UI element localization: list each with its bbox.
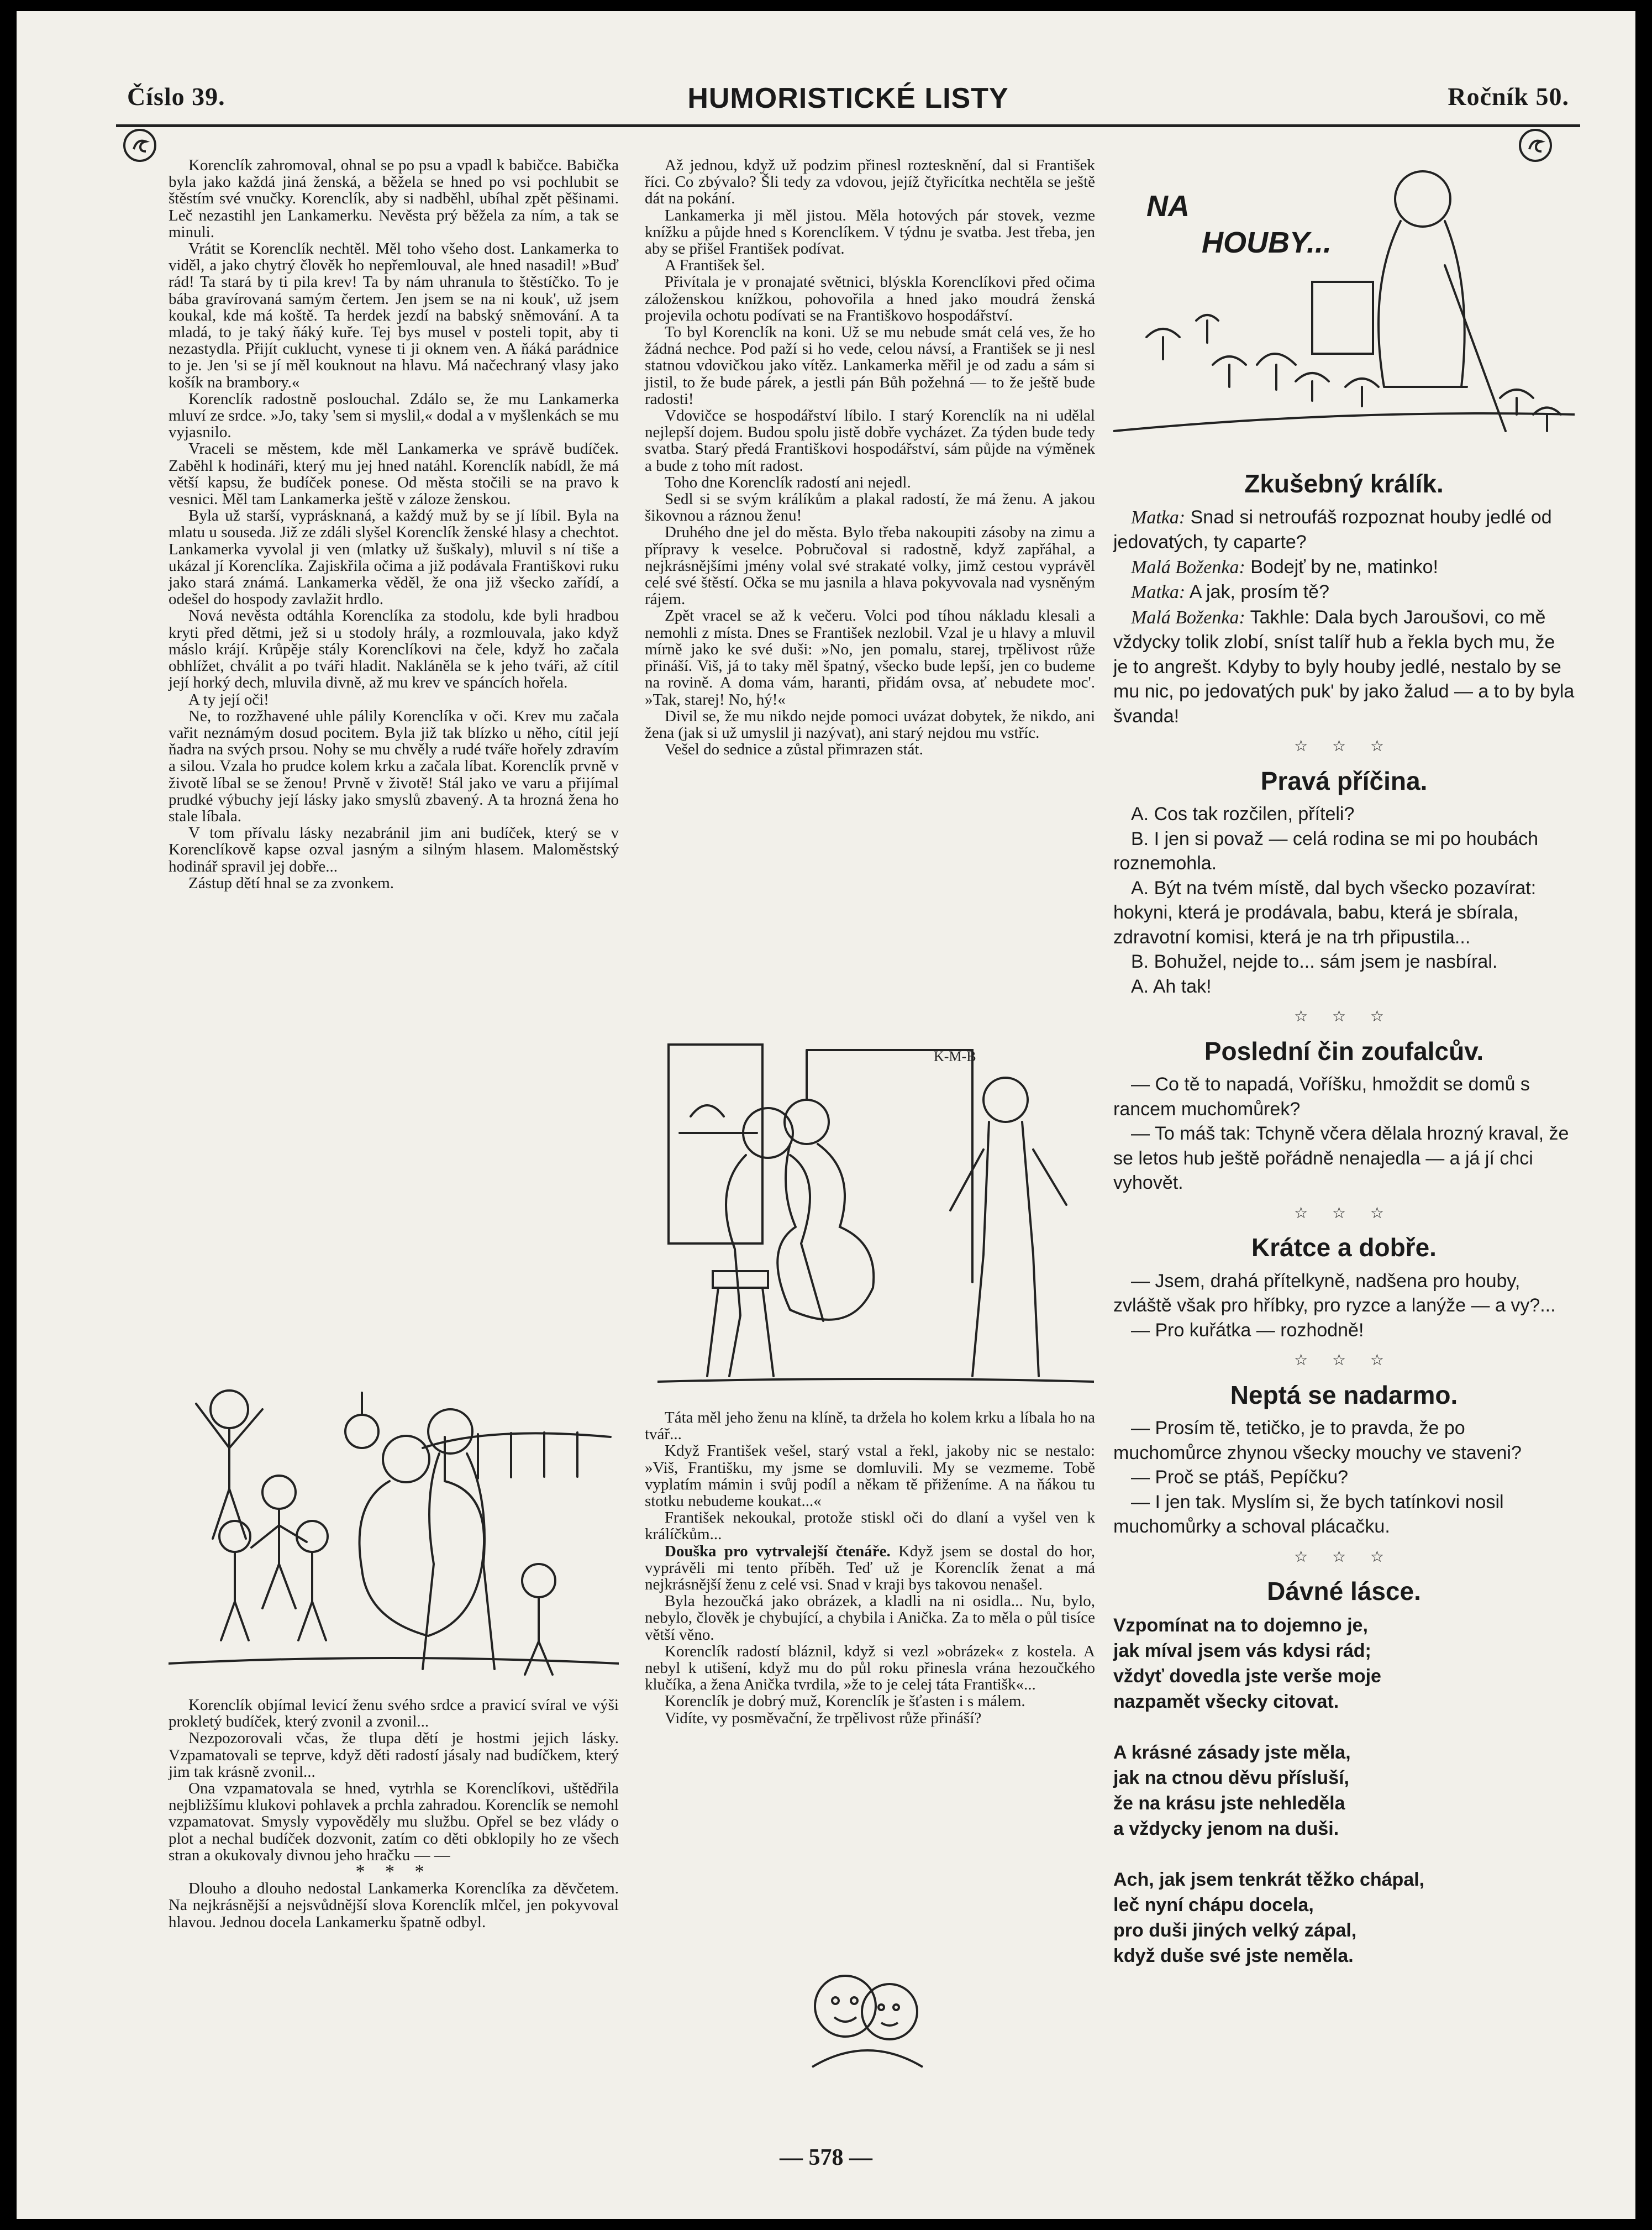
page-number: — 578 —	[780, 2145, 872, 2170]
dialogue-line: Snad si netroufáš rozpoznat houby jedlé od jedovatých, ty caparte?	[1113, 506, 1552, 553]
ornament-icon	[122, 127, 158, 164]
dialogue-line: A. Cos tak rozčilen, příteli?	[1131, 804, 1355, 825]
poem-line	[1113, 1841, 1575, 1867]
dialogue-line: — Prosím tě, tetičko, je to pravda, že po muchomůrce zhynou všecky mouchy ve staveni?	[1113, 1418, 1522, 1463]
separator-stars: ☆ ☆ ☆	[1294, 1008, 1394, 1025]
paragraph: Vrátit se Korenclík nechtěl. Měl toho všeho dost. Lankamerka to viděl, a jako chytrý člověk ho nepřemlouval, ale hned nasadil! »Buď rád! Ta stará by ti pila krev! Ta by nám uhranula to štěstíčko. To je bába gravírovaná samým čertem. Jen jsem se na ni kouk', už jsem koukal, kde má koště. Ta herdek jezdí na babský sněmování. A ta mladá, to je taký ňáký kuře. Tej bys musel v posteli topit, aby ti nezastydla. Přijít cuklucht, vynese ti ji oknem ven. A ňáká parádnice to je. Jen 'si se jí měl kouknout na hlavu. Má načechraný vlasy jako košík na brambory.«	[169, 240, 619, 391]
paragraph: Korenclík radostí bláznil, když si vezl »obrázek« z kostela. A nebyl k utišení, když mu do půl roku přinesla vrána hezoučkého klučíka, a žena Anička tvrdila, »že to je celej táta Františk«...	[645, 1642, 1095, 1694]
dialogue-line: Bodejť by ne, matinko!	[1245, 556, 1438, 578]
postscript-heading: Douška pro vytrvalejší čtenáře.	[665, 1542, 891, 1560]
poem-line: Ach, jak jsem tenkrát těžko chápal,	[1113, 1869, 1425, 1890]
dialogue-line: B. Bohužel, nejde to... sám jsem je nasbíral.	[1131, 951, 1498, 972]
column-1	[169, 157, 619, 891]
dialogue-line: — Pro kuřátka — rozhodně!	[1131, 1319, 1364, 1341]
paragraph: Lankamerka ji měl jistou. Měla hotových pár stovek, vezme knížku a půjde hned s Korenclíkem. V týdnu je svatba. Jest třeba, jen aby se přišel František podívat.	[645, 206, 1095, 258]
poem-line: jak míval jsem vás kdysi rád;	[1113, 1640, 1371, 1661]
section-title: Zkušebný králík.	[1244, 469, 1444, 498]
poem-line: pro duši jiných velký zápal,	[1113, 1919, 1357, 1941]
paragraph	[645, 1543, 1095, 1593]
column-2	[645, 157, 1095, 758]
paragraph: Zástup dětí hnal se za zvonkem.	[188, 874, 394, 892]
paragraph: Nezpozorovali včas, že tlupa dětí je hostmi jejich lásky. Vzpamatovali se teprve, když děti radostí jásaly nad budíčkem, který jim tak krásně zvonil...	[169, 1729, 619, 1781]
paragraph: Byla už starší, vyprásknaná, a každý muž by se jí líbil. Byla na mlatu u souseda. Již ze zdáli slyšel Korenclík ženské hlasy a chechtot. Lankamerka vyvolal ji ven (mlatky už šuškaly), mluvil s ní tiše a ukázal jí Korenclíka. Zajiskřila očima a již podávala Františkovi ruku jako stará známá. Lankamerka věděl, že ona již všecko zařídí, a odešel do hospody zavlažit hrdlo.	[169, 507, 619, 608]
dialogue-line: B. I jen si považ — celá rodina se mi po houbách roznemohla.	[1113, 828, 1539, 874]
paragraph: Táta měl jeho ženu na klíně, ta držela ho kolem krku a líbala ho na tvář...	[645, 1409, 1095, 1444]
dialogue-line: — Jsem, drahá přítelkyně, nadšena pro houby, zvláště však pro hříbky, pro ryzce a lanýže — a vy?...	[1113, 1270, 1556, 1316]
illustration-caption-line-1: NA	[1146, 190, 1190, 223]
poem-line	[1113, 1714, 1575, 1740]
poem-line: když duše své jste neměla.	[1113, 1945, 1354, 1966]
illustration-children-and-couple	[169, 1354, 619, 1686]
poem-line: jak na ctnou děvu přísluší,	[1113, 1767, 1349, 1788]
paragraph: Ne, to rozžhavené uhle pálily Korenclíka v oči. Krev mu začala vařit neznámým dosud pocitem. Byla již tak blízko u něho, cítil její ňadra na svých prsou. Nohy se mu chvěly a rudé tváře hořely zdravím a silou. Vzala ho prudce kolem krku a začala líbat. Korenclík prvně v životě líbal se se ženou! Prvně v životě! Stál jako ve varu a přijímal prudké výbuchy její lásky jako smyslů zbavený. A ta hrozná žena ho stale líbala.	[169, 707, 619, 825]
speaker-label: Malá Boženka:	[1131, 557, 1245, 578]
speaker-label: Malá Boženka:	[1131, 607, 1245, 628]
paragraph: Korenclík zahromoval, ohnal se po psu a vpadl k babičce. Babička byla jako každá jiná ženská, a běžela se hned po vsi pochlubit se štěstím své vnučky. Korenclík, aby si nadběhl, ubíhal zpět pěšinami. Leč nezastihl jen Lankamerku. Nevěsta prý běžela za ním, a tak se minuli.	[169, 156, 619, 241]
paragraph: A František šel.	[665, 256, 765, 275]
paragraph: František nekoukal, protože stiskl oči do dlaní a vyšel ven k králíčkům...	[645, 1509, 1095, 1544]
volume-number: Ročník 50.	[1448, 82, 1569, 111]
paragraph: Korenclík objímal levicí ženu svého srdce a pravicí svíral ve výši prokletý budíček, který zvonil a zvonil...	[169, 1696, 619, 1731]
paragraph: V tom přívalu lásky nezabránil jim ani budíček, který se v Korenclíkově kapse ozval jasným a silným hlasem. Maloměstský hodinář spravil jej dobře...	[169, 824, 619, 875]
paragraph: Druhého dne jel do města. Bylo třeba nakoupiti zásoby na zimu a přípravy k veselce. Pobručoval si radostně, když zapřáhal, a nejkrásnějšími jmény volal své strakaté volky, jimž cestou vyprávěl celé své štěstí. Očka se mu jasnila a hlava pokyvovala nad vysněným rájem.	[645, 523, 1095, 608]
dialogue-line: A jak, prosím tě?	[1185, 581, 1329, 602]
section-title: Dávné lásce.	[1267, 1577, 1421, 1605]
dialogue-line: — To máš tak: Tchyně včera dělala hrozný kraval, že se letos hub ještě pořádně nenajedla — a já jí chci vyhovět.	[1113, 1123, 1569, 1193]
section-title: Krátce a dobře.	[1251, 1233, 1437, 1262]
separator-stars: ☆ ☆ ☆	[1294, 1204, 1394, 1221]
separator-stars: ☆ ☆ ☆	[1294, 737, 1394, 754]
illustration-room-scene	[657, 1039, 1094, 1404]
paragraph: Vešel do sednice a zůstal přimrazen stát.	[665, 741, 923, 759]
separator-stars: ☆ ☆ ☆	[1294, 1351, 1394, 1368]
paragraph: Nová nevěsta odtáhla Korenclíka za stodolu, kde byli hradbou kryti před dětmi, jež si u stodoly hrály, a rozmlouvala, jako když máslo krájí. Krůpěje stály Korenclíkovi na čele, když ho začala obhlížet, chválit a po tváři hladit. Nakláněla se k jeho tváři, až cítil její horký dech, mluvila divně, až mu krev ve spáncích hořela.	[169, 607, 619, 692]
paragraph: Toho dne Korenclík radostí ani nejedl.	[665, 473, 911, 491]
masthead-title: HUMORISTICKÉ LISTY	[687, 82, 1009, 114]
paragraph: Vdovičce se hospodářství líbilo. I starý Korenclík na ni udělal nejlepší dojem. Budou spolu jistě dobře vycházet. Za týden bude tedy svatba. Starý předá Františkovi hospodářství, sám půjde na výměnek a bude z toho mít radost.	[645, 407, 1095, 475]
poem-line: leč nyní chápu docela,	[1113, 1894, 1314, 1916]
issue-number: Číslo 39.	[127, 82, 225, 111]
paragraph: Přivítala je v pronajaté světnici, blýskla Korenclíkovi před očima záloženskou knížkou, pohovořila a hned jako moudrá ženská projevila ochotu podívati se na Františkovo hospodářství.	[645, 273, 1095, 324]
speaker-label: Matka:	[1131, 507, 1186, 528]
paragraph: Korenclík je dobrý muž, Korenclík je šťasten i s málem.	[665, 1692, 1025, 1710]
dialogue-line: Takhle: Dala bych Jaroušovi, co mě vždycky tolik zlobí, sníst talíř hub a řekla bych mu, že je to angrešt. Kdyby to byly houby jedlé, nestalo by se mu nic, po jedovatých puk' by jako žalud — a to by byla švanda!	[1113, 606, 1575, 727]
newspaper-page	[17, 11, 1635, 2219]
dialogue-line: — I jen tak. Myslím si, že bych tatínkovi nosil muchomůrky a schoval plácačku.	[1113, 1491, 1504, 1537]
column-3	[1113, 461, 1575, 1969]
section-title: Poslední čin zoufalcův.	[1204, 1036, 1484, 1066]
separator-stars: ☆ ☆ ☆	[1294, 1547, 1394, 1565]
dialogue-line: — Proč se ptáš, Pepíčku?	[1131, 1467, 1349, 1488]
paragraph: Divil se, že mu nikdo nejde pomoci uvázat dobytek, že nikdo, ani žena (jak si už umyslil ji nazývat), ani starý nejdou mu vstříc.	[645, 707, 1095, 742]
poem-line: A krásné zásady jste měla,	[1113, 1741, 1351, 1763]
paragraph: Vidíte, vy posměvační, že trpělivost růže přináší?	[665, 1709, 982, 1727]
poem-line: vždyť dovedla jste verše moje	[1113, 1665, 1381, 1687]
header-rule	[116, 124, 1580, 127]
speaker-label: Matka:	[1131, 582, 1186, 602]
illustration-signature: K-M-B	[934, 1048, 976, 1064]
illustration-caption-line-2: HOUBY...	[1202, 226, 1332, 259]
paragraph: Korenclík radostně poslouchal. Zdálo se, že mu Lankamerka mluví ze srdce. »Jo, taky 'sem si myslil,« dodal a v myšlenkách se mu vyjasnilo.	[169, 390, 619, 442]
paragraph: Dlouho a dlouho nedostal Lankamerka Korenclíka za děvčetem. Na nejkrásnější a nejsvůdnější slova Korenclík mlčel, jen pokyvoval hlavou. Jednou docela Lankamerku špatně odbyl.	[169, 1880, 619, 1931]
paragraph: Zpět vracel se až k večeru. Volci pod tíhou nákladu klesali a nemohli z místa. Dnes se František nezlobil. Vzal je u hlavy a mluvil mírně jako ke své duši: »No, jen pomalu, starej, trpělivost růže přináší. Viš, já to taky měl špatný, všecko bude lepší, jen co budeme na rovině. A doma vám, haranti, přidám ovsa, ať nebudete moc'. »Tak, starej! No, hý!«	[645, 607, 1095, 709]
paragraph: Vraceli se městem, kde měl Lankamerka ve správě budíček. Zaběhl k hodináři, který mu jej hned natáhl. Korenclík nabídl, že má větší kapsu, že budíček ponese. Od města stočili se na pravo k vesnici. Měl tam Lankamerka ještě v záloze ženskou.	[169, 440, 619, 508]
paragraph: Ona vzpamatovala se hned, vytrhla se Korenclíkovi, uštědřila nejbližšímu klukovi pohlavek a prchla zahradou. Korenclík se nemohl vzpamatovat. Smysly vypověděly mu službu. Opřel se bez vlády o plot a nechal budíček dozvonit, zatím co děti obklopily ho ze všech stran a okukovaly divnou jeho hračku — —	[169, 1780, 619, 1864]
poem-line: Vzpomínat na to dojemno je,	[1113, 1614, 1368, 1636]
section-title: Pravá příčina.	[1260, 766, 1428, 795]
dialogue-line: A. Být na tvém místě, dal bych všecko pozavírat: hokyni, která je prodávala, babu, která je sbírala, zdravotní komisi, která je na trh připustila...	[1113, 877, 1537, 948]
column-2-continued	[645, 1409, 1095, 1727]
poem-line: a vždycky jenom na duši.	[1113, 1818, 1339, 1839]
dialogue-line: A. Ah tak!	[1131, 975, 1212, 997]
postscript-text: Když jsem se dostal do hor, vyprávěli mi tento příběh. Teď už je Korenclík ženat a má nejkrásnější ženu z celé vsi. Snad v kraji bys takovou nenašel.	[645, 1542, 1095, 1594]
dialogue-line: — Co tě to napadá, Voříšku, hmoždit se domů s rancem muchomůrek?	[1113, 1074, 1530, 1120]
poem	[1113, 1613, 1575, 1969]
poem-line: že na krásu jste nehleděla	[1113, 1792, 1345, 1814]
paragraph: A ty její oči!	[188, 690, 269, 709]
paragraph: To byl Korenclík na koni. Už se mu nebude smát celá ves, že ho žádná nechce. Pod paží si ho vede, celou návsí, a František se ji nesl statnou vdovičkou jako vítěz. Lankamerka měřil je od zadu a sám si jistil, to že bude párek, a jestli pán Bůh požehná — to že ještě bude radosti!	[645, 323, 1095, 408]
page-header	[127, 76, 1569, 126]
paragraph: Sedl si se svým králíkům a plakal radostí, že má ženu. A jakou šikovnou a ráznou ženu!	[645, 490, 1095, 525]
poem-line: nazpamět všecky citovat.	[1113, 1691, 1339, 1712]
illustration-mother-and-baby	[801, 1962, 928, 2072]
section-title: Neptá se nadarmo.	[1230, 1380, 1458, 1409]
paragraph: Když František vešel, starý vstal a řekl, jakoby nic se nestalo: »Viš, Františku, my jsme se domluvili. My se vezmeme. Tobě vyplatím mámin i svůj podíl a někam tě přiženíme. A na ňákou tu stotku nebudeme koukat...«	[645, 1442, 1095, 1510]
section-break: * * *	[355, 1861, 432, 1882]
paragraph: Byla hezoučká jako obrázek, a kladli na ni osidla... Nu, bylo, nebylo, člověk je chybující, a chybila i Anička. Za to měla o půl tisíce větší věno.	[645, 1592, 1095, 1644]
column-1-continued	[169, 1697, 619, 1930]
paragraph: Až jednou, když už podzim přinesl roztesknění, dal si František říci. Co zbývalo? Šli tedy za vdovou, jejíž čtyřicítka nechtěla se ještě dát na pokání.	[645, 156, 1095, 208]
